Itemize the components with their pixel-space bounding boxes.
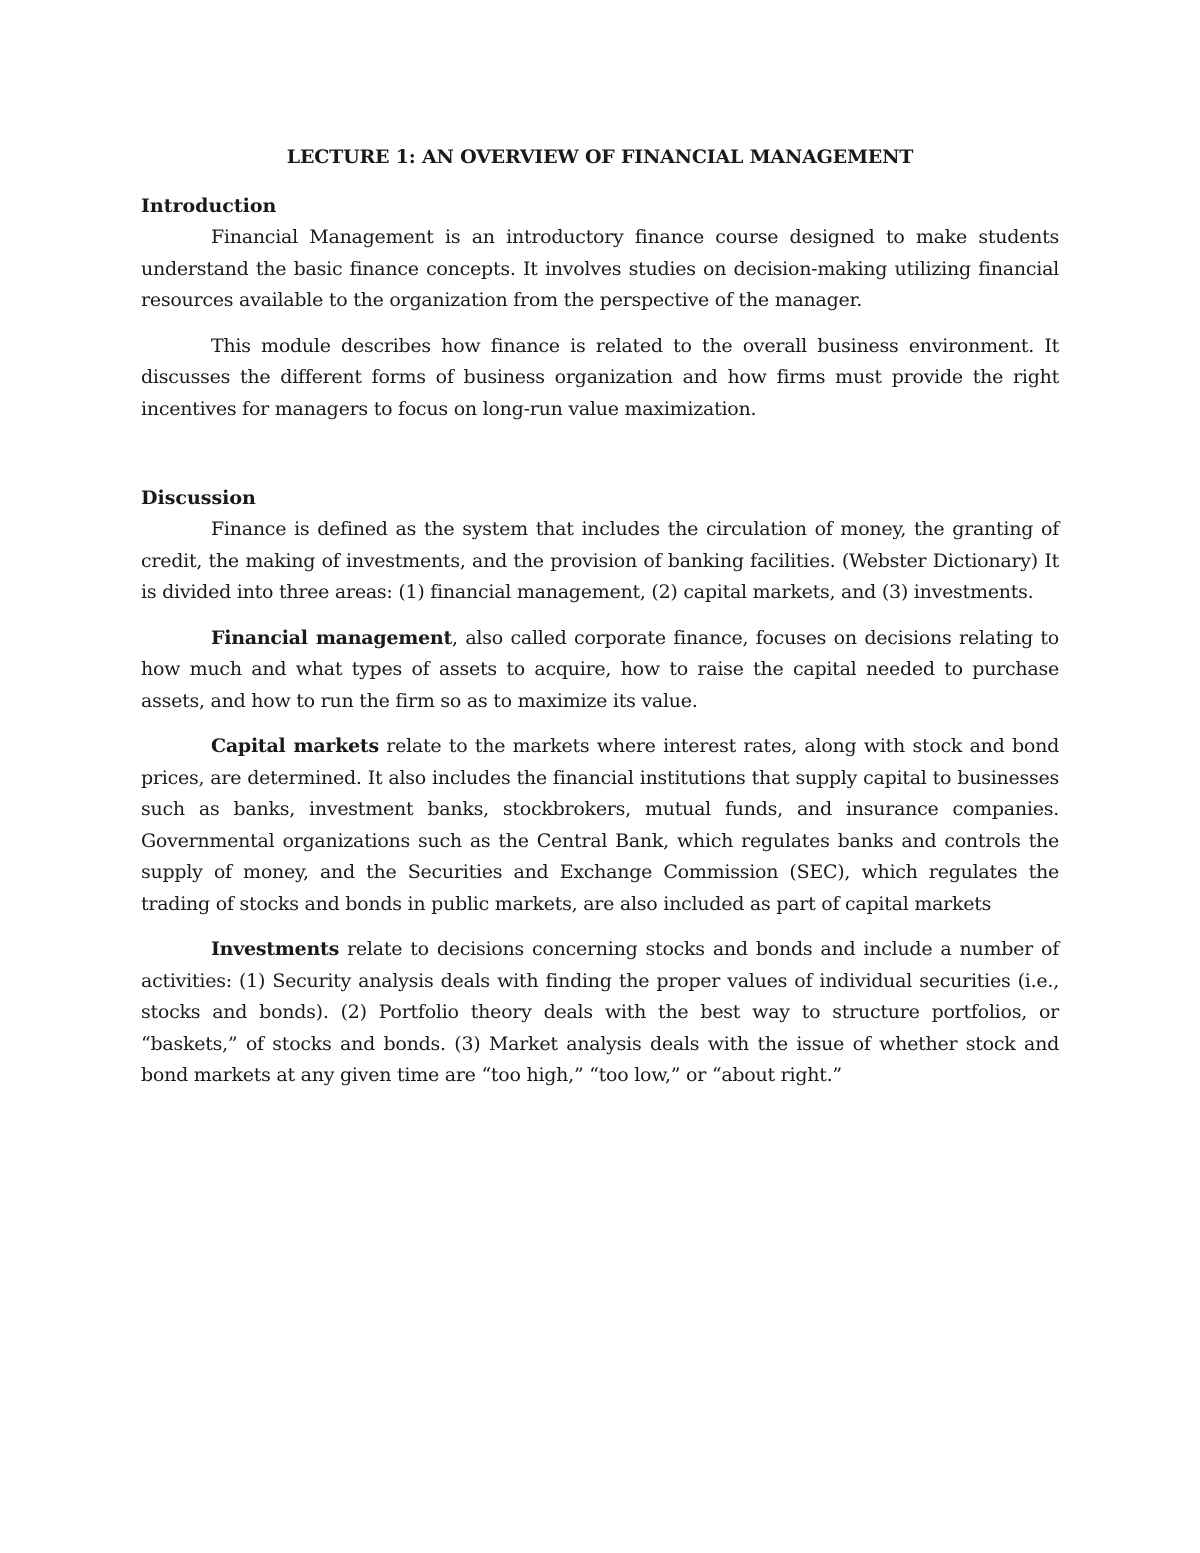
introduction-paragraph-1: Financial Management is an introductory finance course designed to make students understand the basic finance concepts. It involves studies on decision-making utilizing financial resources available to the organization from the perspective of the manager. [141,226,1059,311]
discussion-paragraph-financial-management [141,623,1059,718]
introduction-heading: Introduction [141,195,277,217]
document-title: LECTURE 1: AN OVERVIEW OF FINANCIAL MANAGEMENT [286,146,914,168]
discussion-paragraph-finance: Finance is defined as the system that includes the circulation of money, the granting of credit, the making of investments, and the provision of banking facilities. (Webster Dictionary) It is divided into three areas: (1) financial management, (2) capital markets, and (3) investments. [141,518,1059,603]
term-capital-markets: Capital markets [211,735,379,757]
discussion-paragraph-capital-markets [141,731,1059,920]
introduction-paragraph-2: This module describes how finance is related to the overall business environment. It discusses the different forms of business organization and how firms must provide the right incentives for managers to focus on long-run value maximization. [141,334,1059,420]
discussion-paragraph-investments [141,934,1059,1092]
introduction-section [141,191,1059,425]
capital-markets-text: relate to the markets where interest rates, along with stock and bond prices, are determined. It also includes the financial institutions that supply capital to businesses such as banks, investment banks, stockbrokers, mutual funds, and insurance companies. Governmental organizations such as the Central Bank, which regulates banks and controls the supply of money, and the Securities and Exchange Commission (SEC), which regulates the trading of stocks and bonds in public markets, are also included as part of capital markets [141,735,1059,915]
financial-management-text: , also called corporate finance, focuses on decisions relating to how much and what types of assets to acquire, how to raise the capital needed to purchase assets, and how to run the firm so as to maximize its value. [141,626,1059,712]
discussion-heading: Discussion [141,487,256,509]
term-financial-management: Financial management [211,626,453,649]
document-body [141,142,1059,1106]
discussion-section [141,483,1059,1092]
investments-text: relate to decisions concerning stocks and bonds and include a number of activities: (1) Security analysis deals with finding the proper values of individual securities (i.e., stocks and bonds). (2) Portfolio theory deals with the best way to structure portfolios, or “baskets,” of stocks and bonds. (3) Market analysis deals with the issue of whether stock and bond markets at any given time are “too high,” “too low,” or “about right.” [141,938,1059,1086]
section-spacer [141,439,1059,483]
term-investments: Investments [211,938,340,960]
